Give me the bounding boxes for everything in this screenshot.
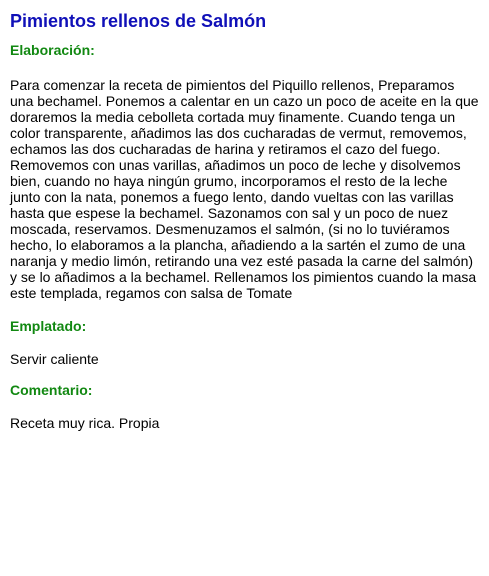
emplatado-heading: Emplatado: <box>10 318 87 334</box>
elaboracion-heading: Elaboración: <box>10 42 95 58</box>
page-title: Pimientos rellenos de Salmón <box>10 11 267 31</box>
emplatado-text: Servir caliente <box>10 351 99 367</box>
comentario-text: Receta muy rica. Propia <box>10 415 160 431</box>
elaboracion-text: Para comenzar la receta de pimientos del Piquillo rellenos, Preparamos una bechamel. Ponemos a calentar en un cazo un poco de aceite en la que doraremos la media cebolleta cortada muy finamente. Cuando tenga un color transparente, añadimos las dos cucharadas de vermut, removemos, echamos las dos cucharadas de harina y retiramos el cazo del fuego. Removemos con unas varillas, añadimos un poco de leche y disolvemos bien, cuando no haya ningún grumo, incorporamos el resto de la leche junto con la nata, ponemos a fuego lento, dando vueltas con las varillas hasta que espese la bechamel. Sazonamos con sal y un poco de nuez moscada, reservamos. Desmenuzamos el salmón, (si no lo tuviéramos hecho, lo elaboramos a la plancha, añadiendo a la sartén el zumo de una naranja y medio limón, retirando una vez esté pasada la carne del salmón) y se lo añadimos a la bechamel. Rellenamos los pimientos cuando la masa este templada, regamos con salsa de Tomate <box>10 77 479 301</box>
comentario-heading: Comentario: <box>10 382 93 398</box>
